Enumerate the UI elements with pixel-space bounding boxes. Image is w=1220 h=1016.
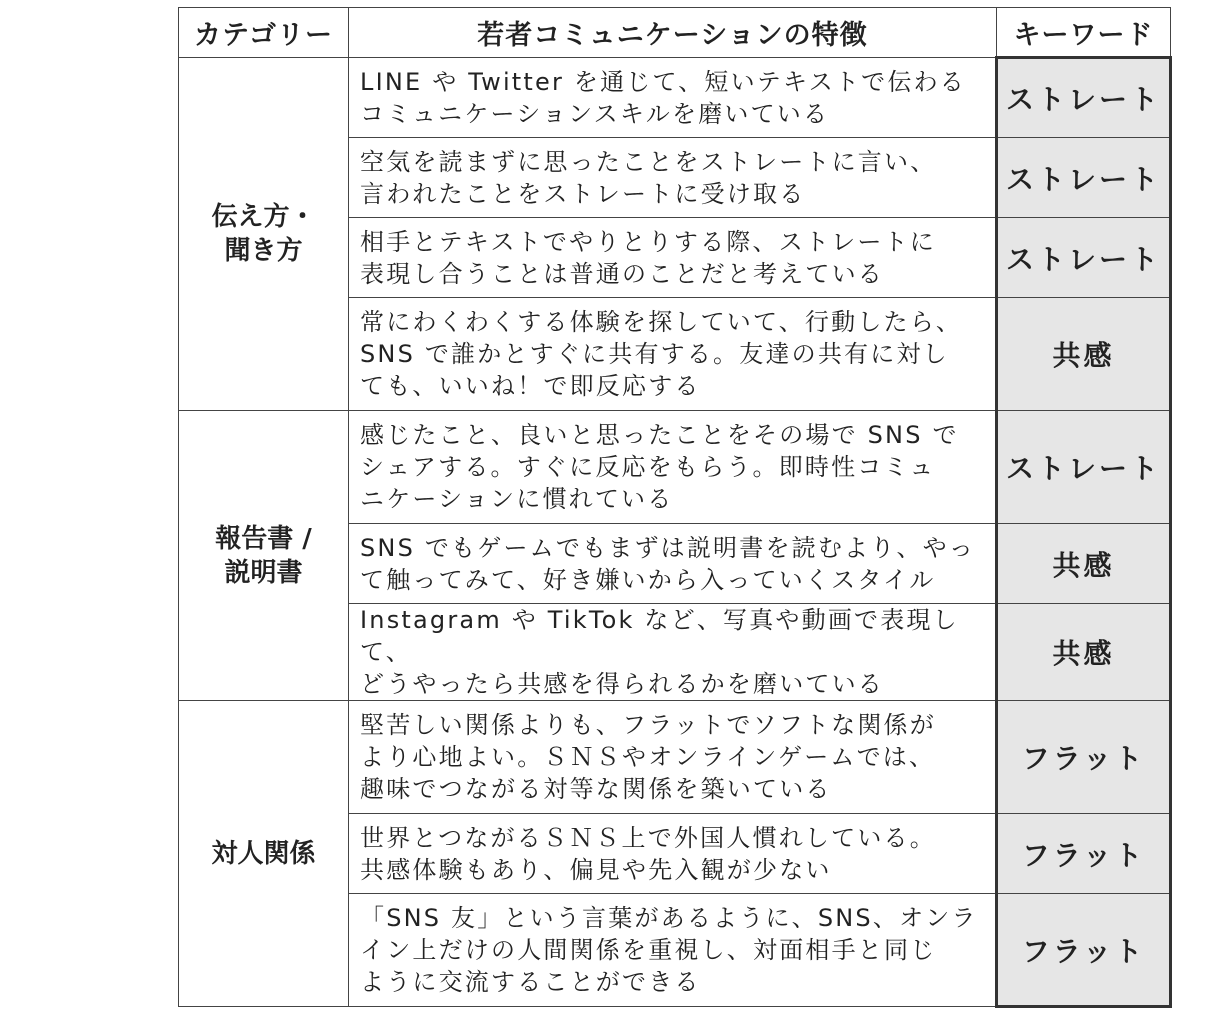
category-cell: 報告書 / 説明書 [179, 411, 349, 701]
header-category: カテゴリー [179, 8, 349, 58]
keyword-cell: ストレート [997, 58, 1171, 138]
feature-cell: Instagram や TikTok など、写真や動画で表現して、 どうやったら共感を得られるかを磨いている [349, 604, 997, 701]
category-cell: 対人関係 [179, 701, 349, 1007]
keyword-cell: フラット [997, 701, 1171, 814]
header-keyword: キーワード [997, 8, 1171, 58]
feature-cell: 常にわくわくする体験を探していて、行動したら、 SNS で誰かとすぐに共有する。友達の共有に対し ても、いいね！で即反応する [349, 298, 997, 411]
keyword-cell: フラット [997, 814, 1171, 894]
feature-cell: 世界とつながるＳＮＳ上で外国人慣れしている。 共感体験もあり、偏見や先入観が少ない [349, 814, 997, 894]
feature-cell: LINE や Twitter を通じて、短いテキストで伝わる コミュニケーションスキルを磨いている [349, 58, 997, 138]
keyword-cell: フラット [997, 894, 1171, 1007]
keyword-cell: 共感 [997, 604, 1171, 701]
keyword-cell: 共感 [997, 524, 1171, 604]
category-cell: 伝え方・ 聞き方 [179, 58, 349, 411]
feature-cell: 「SNS 友」という言葉があるように、SNS、オンラ イン上だけの人間関係を重視し、対面相手と同じ ように交流することができる [349, 894, 997, 1007]
keyword-cell: 共感 [997, 298, 1171, 411]
youth-communication-table [178, 7, 1172, 1008]
table-row [179, 701, 1171, 814]
feature-cell: 堅苦しい関係よりも、フラットでソフトな関係が より心地よい。ＳＮＳやオンラインゲームでは、 趣味でつながる対等な関係を築いている [349, 701, 997, 814]
feature-cell: 感じたこと、良いと思ったことをその場で SNS で シェアする。すぐに反応をもらう。即時性コミュ ニケーションに慣れている [349, 411, 997, 524]
table-row [179, 411, 1171, 524]
table-container [178, 7, 1172, 1008]
table-row [179, 58, 1171, 138]
feature-cell: 相手とテキストでやりとりする際、ストレートに 表現し合うことは普通のことだと考えている [349, 218, 997, 298]
header-feature: 若者コミュニケーションの特徴 [349, 8, 997, 58]
keyword-cell: ストレート [997, 218, 1171, 298]
keyword-cell: ストレート [997, 411, 1171, 524]
header-row [179, 8, 1171, 58]
feature-cell: 空気を読まずに思ったことをストレートに言い、 言われたことをストレートに受け取る [349, 138, 997, 218]
feature-cell: SNS でもゲームでもまずは説明書を読むより、やっ て触ってみて、好き嫌いから入っていくスタイル [349, 524, 997, 604]
keyword-cell: ストレート [997, 138, 1171, 218]
